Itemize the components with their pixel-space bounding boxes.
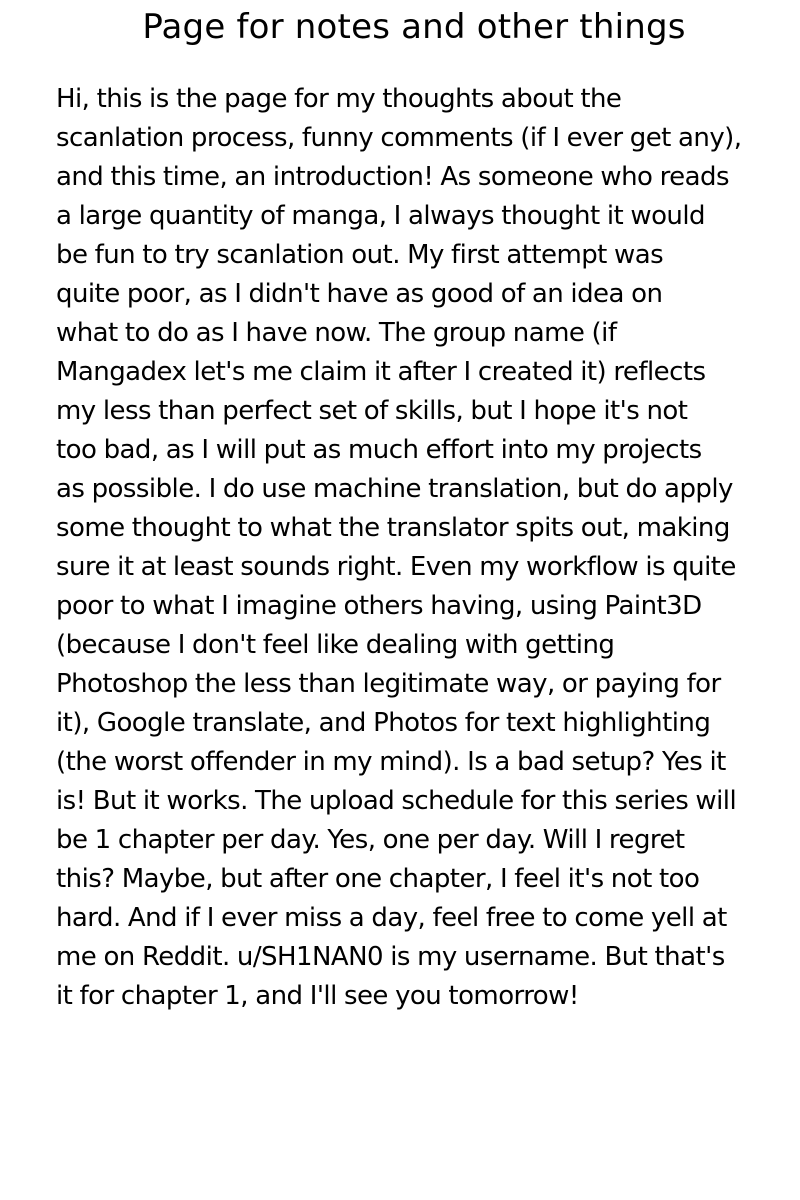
body-text-line: Hi, this is the page for my thoughts about the — [56, 84, 622, 114]
body-text-line: it for chapter 1, and I'll see you tomorrow! — [56, 981, 579, 1011]
body-text-line: some thought to what the translator spits out, making — [56, 513, 730, 543]
body-text-line: scanlation process, funny comments (if I ever get any), — [56, 123, 742, 153]
body-text-line: Photoshop the less than legitimate way, or paying for — [56, 669, 721, 699]
body-text-line: (the worst offender in my mind). Is a bad setup? Yes it — [56, 747, 726, 777]
body-text-line: sure it at least sounds right. Even my workflow is quite — [56, 552, 736, 582]
body-text-line: quite poor, as I didn't have as good of an idea on — [56, 279, 663, 309]
body-text-line: be 1 chapter per day. Yes, one per day. Will I regret — [56, 825, 685, 855]
page-title: Page for notes and other things — [142, 7, 686, 47]
body-text-line: hard. And if I ever miss a day, feel free to come yell at — [56, 903, 727, 933]
notes-body — [56, 80, 766, 1016]
body-text-line: a large quantity of manga, I always thought it would — [56, 201, 705, 231]
body-text-line: (because I don't feel like dealing with getting — [56, 630, 615, 660]
body-text-line: Mangadex let's me claim it after I created it) reflects — [56, 357, 706, 387]
body-text-line: and this time, an introduction! As someone who reads — [56, 162, 729, 192]
body-text-line: as possible. I do use machine translation, but do apply — [56, 474, 733, 504]
body-text-line: my less than perfect set of skills, but I hope it's not — [56, 396, 688, 426]
body-text-line: poor to what I imagine others having, using Paint3D — [56, 591, 702, 621]
body-text-line: too bad, as I will put as much effort into my projects — [56, 435, 702, 465]
body-text-line: be fun to try scanlation out. My first attempt was — [56, 240, 664, 270]
body-text-line: me on Reddit. u/SH1NAN0 is my username. But that's — [56, 942, 725, 972]
body-text-line: it), Google translate, and Photos for text highlighting — [56, 708, 711, 738]
body-text-line: is! But it works. The upload schedule for this series will — [56, 786, 737, 816]
body-text-line: this? Maybe, but after one chapter, I feel it's not too — [56, 864, 700, 894]
body-text-line: what to do as I have now. The group name (if — [56, 318, 617, 348]
